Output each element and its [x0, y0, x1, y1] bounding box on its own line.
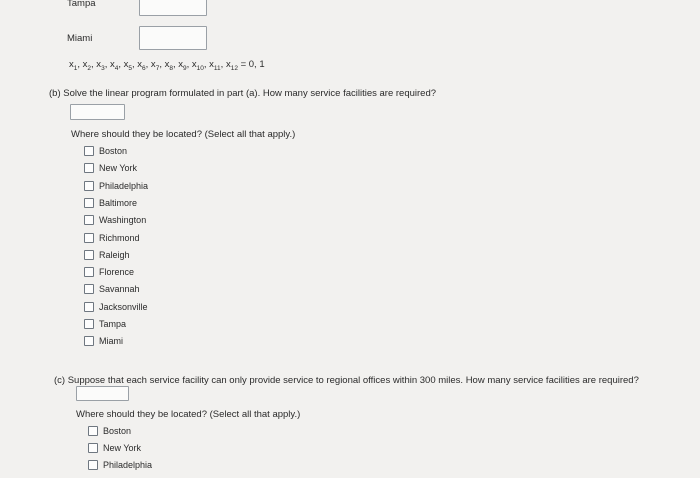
part-b-option-savannah[interactable]	[84, 283, 140, 295]
checkbox[interactable]	[84, 250, 94, 260]
option-label: Philadelphia	[99, 180, 149, 191]
part-c-where-prompt: Where should they be located? (Select all that apply.)	[76, 409, 301, 420]
part-b-option-baltimore[interactable]	[84, 197, 137, 209]
option-label: Jacksonville	[99, 301, 148, 312]
checkbox[interactable]	[84, 336, 94, 346]
option-label: Savannah	[99, 284, 140, 295]
part-c-count-input[interactable]	[76, 386, 129, 401]
option-label: Boston	[103, 426, 132, 436]
option-label: Philadelphia	[103, 460, 153, 470]
part-c-option-philadelphia[interactable]	[88, 459, 152, 471]
part-b-option-philadelphia[interactable]	[84, 180, 148, 192]
part-b-option-raleigh[interactable]	[84, 249, 130, 261]
checkbox[interactable]	[84, 163, 94, 173]
part-c-option-new-york[interactable]	[88, 442, 141, 454]
checkbox[interactable]	[84, 319, 94, 329]
checkbox[interactable]	[84, 198, 94, 208]
part-b-option-washington[interactable]	[84, 214, 146, 226]
option-label: Boston	[99, 146, 128, 156]
checkbox[interactable]	[84, 146, 94, 156]
checkbox[interactable]	[88, 426, 98, 436]
part-b-option-boston[interactable]	[84, 145, 127, 157]
tampa-label: Tampa	[67, 0, 96, 9]
option-label: New York	[103, 443, 142, 453]
part-b-option-tampa[interactable]	[84, 318, 126, 330]
part-b-option-florence[interactable]	[84, 266, 134, 278]
checkbox[interactable]	[84, 233, 94, 243]
miami-answer-input[interactable]	[139, 26, 207, 50]
part-b-where-prompt: Where should they be located? (Select all that apply.)	[71, 129, 296, 140]
checkbox[interactable]	[84, 215, 94, 225]
option-label: Florence	[99, 267, 135, 278]
checkbox[interactable]	[84, 181, 94, 191]
part-c-option-boston[interactable]	[88, 425, 131, 437]
part-b-option-new-york[interactable]	[84, 162, 137, 174]
option-label: Raleigh	[99, 249, 130, 260]
checkbox[interactable]	[88, 460, 98, 470]
part-b-prompt: (b) Solve the linear program formulated in part (a). How many service facilities are required?	[49, 88, 437, 99]
checkbox[interactable]	[84, 267, 94, 277]
part-b-option-miami[interactable]	[84, 335, 123, 347]
part-b-option-richmond[interactable]	[84, 232, 140, 244]
variable-list: $x_1$, $x_2$, $x_3$, $x_4$, $x_5$, $x_6$, $x_7$, $x_8$, $x_9$, $x_{10}$, $x_{11}$, $x_{12}$	[69, 59, 238, 72]
checkbox[interactable]	[84, 302, 94, 312]
binary-variable-constraint	[69, 59, 265, 72]
option-label: Miami	[99, 336, 123, 347]
part-b-count-input[interactable]	[70, 104, 125, 120]
option-label: Richmond	[99, 232, 140, 243]
option-label: Washington	[99, 215, 147, 226]
checkbox[interactable]	[84, 284, 94, 294]
part-c-prompt: (c) Suppose that each service facility can only provide service to regional offices within 300 miles. How many service facilities are required?	[54, 375, 639, 386]
option-label: Baltimore	[99, 197, 138, 208]
miami-label: Miami	[67, 33, 93, 44]
tampa-answer-input[interactable]	[139, 0, 207, 16]
option-label: New York	[99, 163, 138, 174]
option-label: Tampa	[99, 319, 127, 329]
checkbox[interactable]	[88, 443, 98, 453]
part-b-option-jacksonville[interactable]	[84, 301, 148, 313]
binary-constraint-suffix: = 0, 1	[240, 59, 265, 70]
